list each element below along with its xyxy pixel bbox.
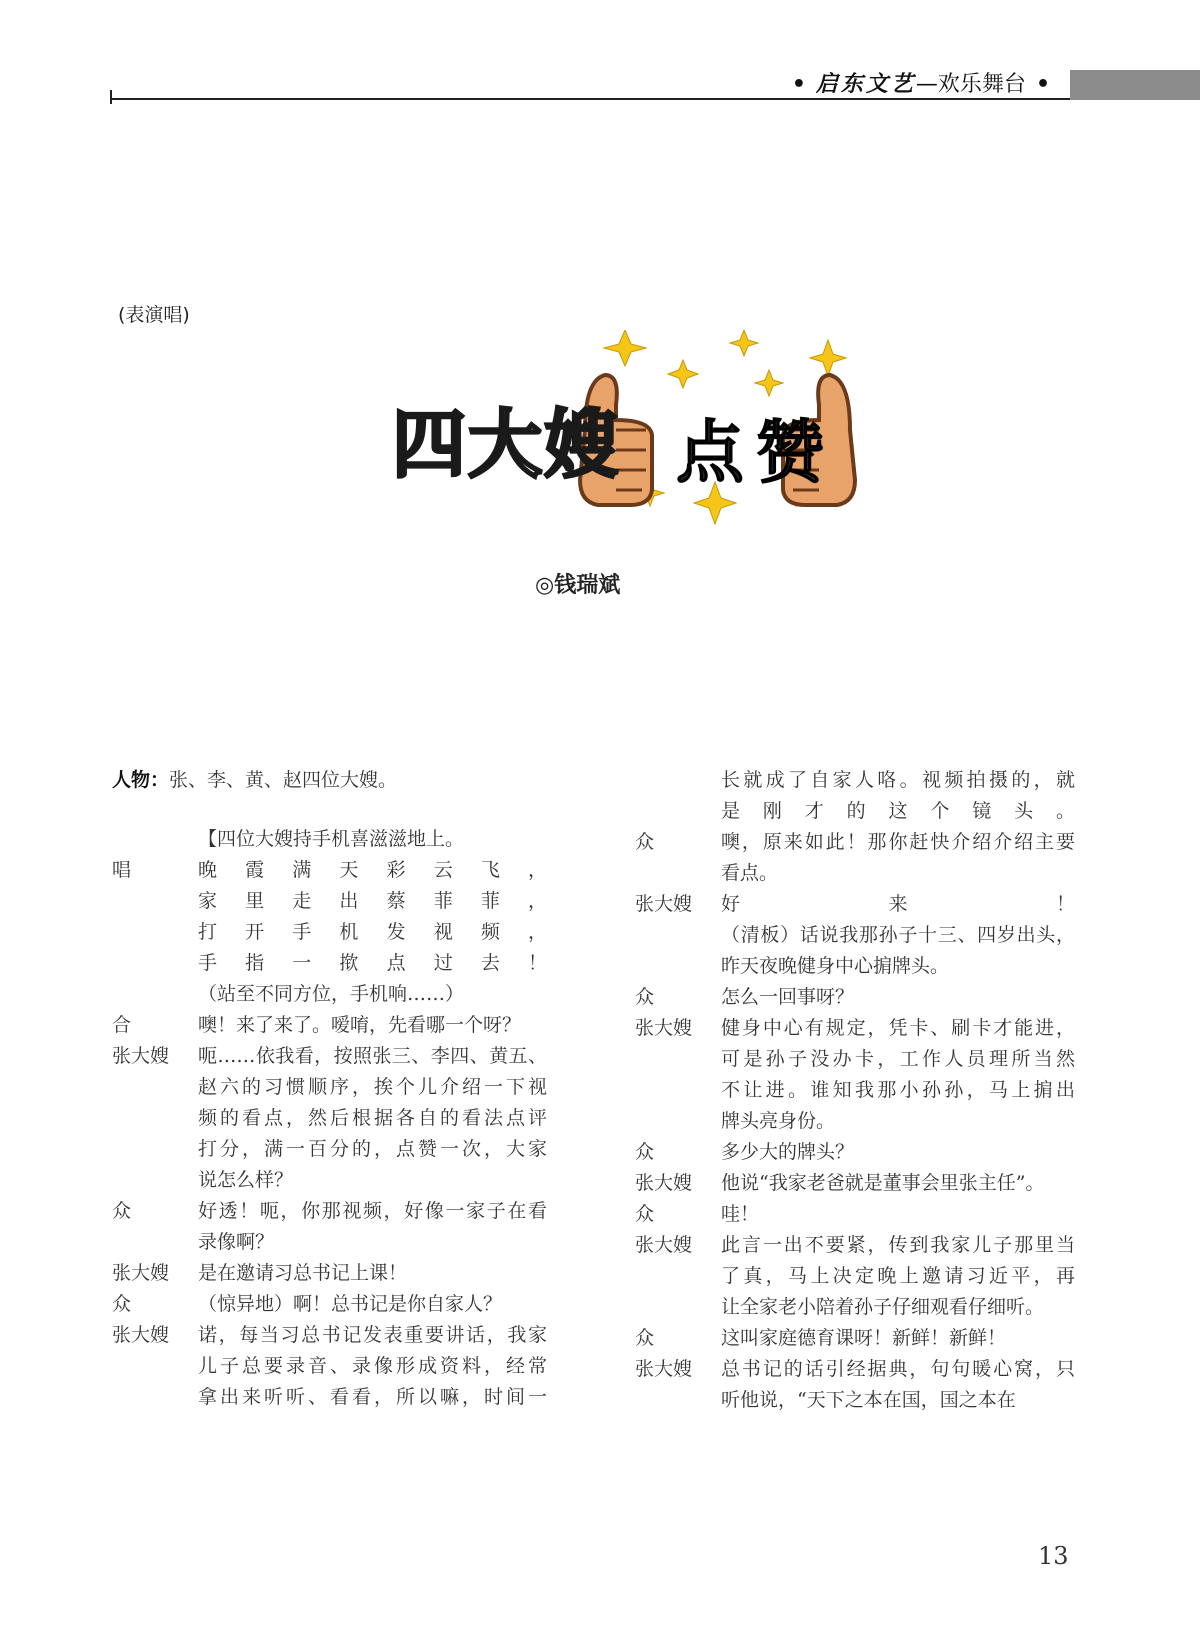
- running-header: [782, 72, 1060, 98]
- dialogue-line: 录像啊？: [198, 1231, 275, 1253]
- sparkle-star-icon: [604, 330, 646, 366]
- dialogue-line: 是在邀请习总书记上课！: [198, 1262, 408, 1284]
- speaker-name: 众: [635, 831, 655, 853]
- dialogue-line: 是刚才的这个镜头。: [721, 800, 1075, 822]
- dialogue-text: [721, 1137, 1075, 1168]
- header-brand: 启东文艺: [815, 72, 916, 97]
- dialogue-entry: [112, 1196, 547, 1258]
- dialogue-line: 昨天夜晚健身中心掮牌头。: [721, 955, 950, 977]
- dialogue-line: 打分，满一百分的，点赞一次，大家: [198, 1138, 547, 1160]
- dialogue-entry: [635, 765, 1075, 827]
- header-section: 欢乐舞台: [937, 72, 1026, 97]
- speaker-name: 张大嫂: [635, 1172, 693, 1194]
- dialogue-line: （站至不同方位，手机响……）: [198, 983, 465, 1005]
- speaker-name: 众: [112, 1200, 132, 1222]
- dialogue-line: 手指一揿点过去！: [198, 952, 547, 974]
- dialogue-entry: [635, 1137, 1075, 1168]
- dialogue-entry: [635, 982, 1075, 1013]
- dialogue-line: 频的看点，然后根据各自的看法点评: [198, 1107, 547, 1129]
- dialogue-line: 赵六的习惯顺序，挨个儿介绍一下视: [198, 1076, 547, 1098]
- dialogue-line: 了真，马上决定晚上邀请习近平，再: [721, 1265, 1075, 1287]
- dialogue-entry: [112, 1010, 547, 1041]
- speaker-name: 张大嫂: [635, 1234, 693, 1256]
- dialogue-line: 打开手机发视频，: [198, 921, 547, 943]
- dialogue-line: 此言一出不要紧，传到我家儿子那里当: [721, 1234, 1075, 1256]
- dialogue-line: 听他说，“天下之本在国，国之本在: [721, 1389, 1016, 1411]
- script-column-left: [112, 765, 547, 1413]
- sparkle-star-icon: [668, 360, 698, 388]
- dialogue-text: [721, 889, 1075, 982]
- dialogue-text: [198, 1010, 547, 1041]
- dialogue-entry: [635, 1323, 1075, 1354]
- dialogue-line: 看点。: [721, 862, 779, 884]
- dialogue-line: （清板）话说我那孙子十三、四岁出头，: [721, 924, 1075, 946]
- dialogue-text: [198, 1041, 547, 1196]
- page-number: 13: [1038, 1542, 1069, 1570]
- dialogue-line: 晚霞满天彩云飞，: [198, 859, 547, 881]
- sparkle-star-icon: [730, 330, 758, 356]
- dialogue-text: [721, 827, 1075, 889]
- speaker-name: 众: [112, 1293, 132, 1315]
- dialogue-entry: [112, 1041, 547, 1196]
- dialogue-text: [198, 824, 547, 855]
- author-byline: ◎钱瑞斌: [535, 573, 621, 598]
- dialogue-entry: [112, 1258, 547, 1289]
- dialogue-text: [721, 765, 1075, 827]
- dialogue-line: 哇！: [721, 1203, 760, 1225]
- dialogue-entry: [635, 1230, 1075, 1323]
- dialogue-line: 【四位大嫂持手机喜滋滋地上。: [198, 828, 465, 850]
- dialogue-entry: [112, 824, 547, 855]
- speaker-name: 张大嫂: [635, 1358, 693, 1380]
- dialogue-entry: [635, 827, 1075, 889]
- dialogue-entry: [112, 855, 547, 1010]
- dialogue-line: 拿出来听听、看看，所以嘛，时间一: [198, 1386, 547, 1408]
- dialogue-line: 怎么一回事呀？: [721, 986, 855, 1008]
- sparkle-star-icon: [755, 370, 783, 396]
- script-column-right: [635, 765, 1075, 1416]
- header-rule: [110, 98, 1070, 100]
- dialogue-entry: [635, 889, 1075, 982]
- dialogue-entry: [635, 1199, 1075, 1230]
- speaker-name: 众: [635, 986, 655, 1008]
- dialogue-text: [198, 1320, 547, 1413]
- dialogue-text: [721, 1199, 1075, 1230]
- speaker-name: 张大嫂: [112, 1324, 170, 1346]
- header-tab-bar: [1070, 70, 1200, 100]
- dialogue-line: 可是孙子没办卡，工作人员理所当然: [721, 1048, 1075, 1070]
- dialogue-entry: [635, 1168, 1075, 1199]
- speaker-name: 张大嫂: [635, 893, 693, 915]
- speaker-name: 合: [112, 1014, 132, 1036]
- genre-label: (表演唱): [118, 304, 190, 326]
- dialogue-line: 不让进。谁知我那小孙孙，马上掮出: [721, 1079, 1075, 1101]
- dialogue-line: 说怎么样？: [198, 1169, 294, 1191]
- speaker-name: 众: [635, 1327, 655, 1349]
- dialogue-entry: [112, 1320, 547, 1413]
- speaker-name: 张大嫂: [635, 1017, 693, 1039]
- speaker-name: [112, 824, 198, 855]
- dialogue-text: [721, 1013, 1075, 1137]
- speaker-name: 众: [635, 1203, 655, 1225]
- dialogue-text: [198, 855, 547, 1010]
- dialogue-text: [721, 1323, 1075, 1354]
- dialogue-line: 呃……依我看，按照张三、李四、黄五、: [198, 1045, 547, 1067]
- dialogue-line: 噢，原来如此！那你赶快介绍介绍主要: [721, 831, 1075, 853]
- speaker-name: [635, 765, 721, 827]
- speaker-name: 众: [635, 1141, 655, 1163]
- dialogue-line: 好透！呃，你那视频，好像一家子在看: [198, 1200, 547, 1222]
- dialogue-text: [721, 1168, 1075, 1199]
- dialogue-text: [721, 1230, 1075, 1323]
- dialogue-text: [198, 1196, 547, 1258]
- dialogue-line: 噢！来了来了。嗳唷，先看哪一个呀？: [198, 1014, 522, 1036]
- dialogue-line: 他说“我家老爸就是董事会里张主任”。: [721, 1172, 1045, 1194]
- dialogue-line: 诺，每当习总书记发表重要讲话，我家: [198, 1324, 547, 1346]
- header-rule-tick: [110, 90, 112, 104]
- dialogue-line: （惊异地）啊！总书记是你自家人？: [198, 1293, 503, 1315]
- title-zan-char-2: 赞: [756, 414, 825, 493]
- speaker-name: 张大嫂: [112, 1262, 170, 1284]
- dialogue-line: 让全家老小陪着孙子仔细观看仔细听。: [721, 1296, 1045, 1318]
- dialogue-line: 家里走出蔡菲菲，: [198, 890, 547, 912]
- characters-line: [112, 765, 547, 796]
- dialogue-text: [198, 1289, 547, 1320]
- dialogue-entry: [112, 1289, 547, 1320]
- dialogue-text: [721, 982, 1075, 1013]
- header-dash: —: [915, 72, 938, 97]
- speaker-name: 唱: [112, 859, 132, 881]
- header-dot-right: •: [1035, 72, 1050, 97]
- dialogue-line: 总书记的话引经据典，句句暖心窝，只: [721, 1358, 1075, 1380]
- dialogue-text: [198, 1258, 547, 1289]
- dialogue-line: 健身中心有规定，凭卡、刷卡才能进，: [721, 1017, 1075, 1039]
- dialogue-line: 这叫家庭德育课呀！新鲜！新鲜！: [721, 1327, 1007, 1349]
- characters-label: 人物：: [112, 769, 170, 791]
- header-dot-left: •: [791, 72, 806, 97]
- title-main: 四大嫂: [392, 402, 620, 488]
- sparkle-star-icon: [810, 340, 846, 376]
- dialogue-line: 儿子总要录音、录像形成资料，经常: [198, 1355, 547, 1377]
- dialogue-line: 好来！: [721, 893, 1075, 915]
- dialogue-line: 多少大的牌头？: [721, 1141, 855, 1163]
- dialogue-entry: [635, 1013, 1075, 1137]
- dialogue-line: 牌头亮身份。: [721, 1110, 836, 1132]
- speaker-name: 张大嫂: [112, 1045, 170, 1067]
- dialogue-entry: [635, 1354, 1075, 1416]
- title-zan-char-1: 点: [676, 414, 745, 493]
- dialogue-text: [721, 1354, 1075, 1416]
- characters-text: 张、李、黄、赵四位大嫂。: [169, 769, 398, 791]
- dialogue-line: 长就成了自家人咯。视频拍摄的，就: [721, 769, 1075, 791]
